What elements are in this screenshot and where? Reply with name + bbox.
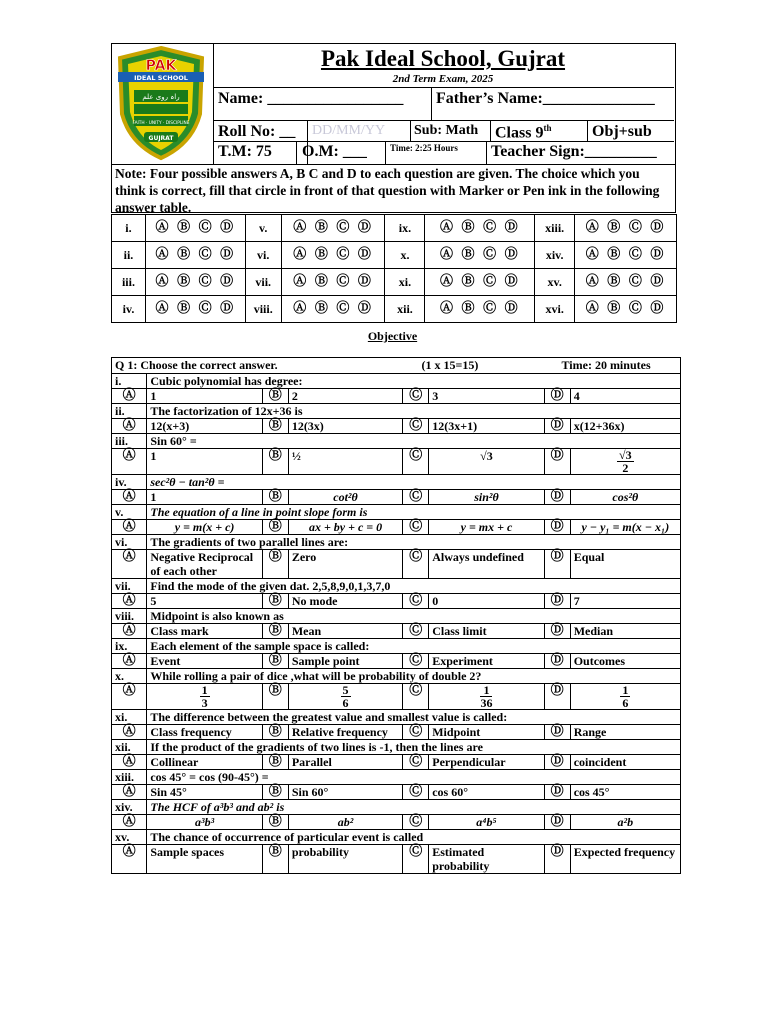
q1-marks: (1 x 15=15) bbox=[421, 358, 479, 372]
option-a-marker[interactable]: Ⓐ bbox=[112, 755, 147, 770]
option-d-text: Equal bbox=[570, 550, 680, 579]
fraction-numerator: 1 bbox=[201, 683, 208, 697]
roll-no-field[interactable]: Roll No: __ bbox=[218, 123, 296, 140]
question-number: ii. bbox=[112, 404, 147, 419]
option-c-text: Perpendicular bbox=[429, 755, 544, 770]
option-c-text: Estimated probability bbox=[429, 845, 544, 874]
answer-bubbles[interactable]: Ⓐ Ⓑ Ⓒ Ⓓ bbox=[575, 242, 677, 269]
question-row bbox=[112, 579, 681, 594]
option-d-text: Range bbox=[570, 725, 680, 740]
answer-bubbles[interactable]: Ⓐ Ⓑ Ⓒ Ⓓ bbox=[281, 296, 385, 323]
question-text: cos 45° = cos (90-45°) = bbox=[147, 770, 681, 785]
option-b-text: Sin 60° bbox=[288, 785, 402, 800]
answer-bubbles[interactable]: Ⓐ Ⓑ Ⓒ Ⓓ bbox=[425, 242, 535, 269]
answer-bubbles[interactable]: Ⓐ Ⓑ Ⓒ Ⓓ bbox=[425, 296, 535, 323]
option-b-text: ax + by + c = 0 bbox=[288, 520, 402, 535]
answer-number: i. bbox=[112, 215, 146, 242]
options-row bbox=[112, 594, 681, 609]
answer-number: iv. bbox=[112, 296, 146, 323]
answer-bubbles[interactable]: Ⓐ Ⓑ Ⓒ Ⓓ bbox=[575, 296, 677, 323]
answer-number: xvi. bbox=[535, 296, 575, 323]
answer-table bbox=[111, 214, 677, 323]
options-row bbox=[112, 755, 681, 770]
fraction bbox=[200, 684, 210, 709]
header-vrule-7 bbox=[385, 141, 386, 164]
question-text: The factorization of 12x+36 is bbox=[147, 404, 681, 419]
option-c-marker[interactable]: Ⓒ bbox=[403, 490, 429, 505]
option-c-text: cos 60° bbox=[429, 785, 544, 800]
option-b-text: Sample point bbox=[288, 654, 402, 669]
question-number: xiv. bbox=[112, 800, 147, 815]
logo-ribbon-text: IDEAL SCHOOL bbox=[134, 74, 188, 82]
question-row bbox=[112, 639, 681, 654]
option-b-marker[interactable]: Ⓑ bbox=[262, 654, 288, 669]
options-row bbox=[112, 419, 681, 434]
option-a-text: 1 bbox=[147, 490, 262, 505]
option-b-text: Mean bbox=[288, 624, 402, 639]
options-row bbox=[112, 624, 681, 639]
question-row bbox=[112, 434, 681, 449]
option-c-text: Class limit bbox=[429, 624, 544, 639]
answer-number: ii. bbox=[112, 242, 146, 269]
fraction-numerator: √3 bbox=[619, 448, 632, 462]
fraction bbox=[480, 684, 492, 709]
question-row bbox=[112, 609, 681, 624]
option-d-marker[interactable]: Ⓓ bbox=[544, 520, 570, 535]
option-b-text: No mode bbox=[288, 594, 402, 609]
answer-number: xv. bbox=[535, 269, 575, 296]
option-d-text: 4 bbox=[570, 389, 680, 404]
option-d-marker[interactable]: Ⓓ bbox=[544, 389, 570, 404]
option-c-marker[interactable]: Ⓒ bbox=[403, 389, 429, 404]
answer-bubbles[interactable]: Ⓐ Ⓑ Ⓒ Ⓓ bbox=[281, 269, 385, 296]
option-a-text: y = m(x + c) bbox=[147, 520, 262, 535]
subject-label: Sub: Math bbox=[414, 123, 479, 138]
header-vrule-5 bbox=[587, 120, 588, 141]
option-b-text: ab² bbox=[288, 815, 402, 830]
question-text: While rolling a pair of dice ,what will be probability of double 2? bbox=[147, 669, 681, 684]
teacher-sign-field[interactable]: Teacher Sign:_________ bbox=[491, 143, 657, 160]
option-a-marker[interactable]: Ⓐ bbox=[112, 725, 147, 740]
option-c-marker[interactable]: Ⓒ bbox=[403, 725, 429, 740]
header-vrule-3 bbox=[410, 120, 411, 141]
fraction-denominator: 6 bbox=[342, 696, 349, 710]
option-c-marker[interactable]: Ⓒ bbox=[403, 785, 429, 800]
option-d-marker[interactable]: Ⓓ bbox=[544, 550, 570, 579]
options-row bbox=[112, 490, 681, 505]
option-c-text: sin²θ bbox=[429, 490, 544, 505]
option-a-text: Class mark bbox=[147, 624, 262, 639]
answer-number: xii. bbox=[385, 296, 425, 323]
question-number: iii. bbox=[112, 434, 147, 449]
option-b-text: ½ bbox=[288, 449, 402, 475]
option-d-text: Expected frequency bbox=[570, 845, 680, 874]
question-row bbox=[112, 740, 681, 755]
question-text: If the product of the gradients of two lines is -1, then the lines are bbox=[147, 740, 681, 755]
header-rule-2 bbox=[213, 120, 674, 121]
option-d-marker[interactable]: Ⓓ bbox=[544, 684, 570, 710]
fraction-denominator: 6 bbox=[622, 696, 629, 710]
options-row bbox=[112, 449, 681, 475]
option-a-marker[interactable]: Ⓐ bbox=[112, 654, 147, 669]
page-title: Pak Ideal School, Gujrat bbox=[320, 46, 566, 71]
question-row bbox=[112, 770, 681, 785]
question-number: iv. bbox=[112, 475, 147, 490]
option-a-text: 1 bbox=[147, 449, 262, 475]
option-d-marker[interactable]: Ⓓ bbox=[544, 785, 570, 800]
option-b-text: Zero bbox=[288, 550, 402, 579]
question-text: Find the mode of the given dat. 2,5,8,9,0,1,3,7,0 bbox=[147, 579, 681, 594]
option-a-text: Sample spaces bbox=[147, 845, 262, 874]
option-b-text: cot²θ bbox=[288, 490, 402, 505]
answer-number: iii. bbox=[112, 269, 146, 296]
option-d-text: Median bbox=[570, 624, 680, 639]
question-number: xiii. bbox=[112, 770, 147, 785]
objective-heading: Objective bbox=[367, 329, 418, 343]
answer-bubbles[interactable]: Ⓐ Ⓑ Ⓒ Ⓓ bbox=[575, 269, 677, 296]
answer-row bbox=[112, 215, 677, 242]
answer-bubbles[interactable]: Ⓐ Ⓑ Ⓒ Ⓓ bbox=[145, 296, 245, 323]
q1-time: Time: 20 minutes bbox=[561, 358, 651, 372]
paper-type-label: Obj+sub bbox=[592, 123, 652, 140]
question-text: Each element of the sample space is called: bbox=[147, 639, 681, 654]
answer-bubbles[interactable]: Ⓐ Ⓑ Ⓒ Ⓓ bbox=[425, 269, 535, 296]
option-c-text: y = mx + c bbox=[429, 520, 544, 535]
option-c-text: Midpoint bbox=[429, 725, 544, 740]
question-text: Cubic polynomial has degree: bbox=[147, 374, 681, 389]
answer-number: xiii. bbox=[535, 215, 575, 242]
option-a-text: Class frequency bbox=[147, 725, 262, 740]
answer-row bbox=[112, 269, 677, 296]
option-d-marker[interactable]: Ⓓ bbox=[544, 594, 570, 609]
total-marks-label: T.M: 75 bbox=[218, 143, 272, 160]
header-vrule-4 bbox=[490, 120, 491, 141]
option-c-marker[interactable]: Ⓒ bbox=[403, 815, 429, 830]
option-b-marker[interactable]: Ⓑ bbox=[262, 389, 288, 404]
option-d-text: coincident bbox=[570, 755, 680, 770]
logo-urdu-text: راہ روی علم bbox=[142, 93, 180, 101]
answer-number: vi. bbox=[245, 242, 281, 269]
logo-top-text: PAK bbox=[145, 58, 177, 74]
option-c-text: 3 bbox=[429, 389, 544, 404]
option-c-marker[interactable]: Ⓒ bbox=[403, 449, 429, 475]
question-number: v. bbox=[112, 505, 147, 520]
options-row bbox=[112, 684, 681, 710]
question-row bbox=[112, 505, 681, 520]
options-row bbox=[112, 550, 681, 579]
option-b-text bbox=[288, 684, 402, 710]
option-b-marker[interactable]: Ⓑ bbox=[262, 725, 288, 740]
header-rule-1 bbox=[213, 87, 674, 88]
option-c-marker[interactable]: Ⓒ bbox=[403, 520, 429, 535]
option-d-marker[interactable]: Ⓓ bbox=[544, 815, 570, 830]
options-row bbox=[112, 654, 681, 669]
option-b-marker[interactable]: Ⓑ bbox=[262, 419, 288, 434]
options-row bbox=[112, 389, 681, 404]
option-c-marker[interactable]: Ⓒ bbox=[403, 594, 429, 609]
answer-bubbles[interactable]: Ⓐ Ⓑ Ⓒ Ⓓ bbox=[145, 242, 245, 269]
option-a-text: 1 bbox=[147, 389, 262, 404]
obtained-marks-field[interactable]: O.M: ___ bbox=[302, 143, 367, 160]
question-number: xv. bbox=[112, 830, 147, 845]
option-d-marker[interactable]: Ⓓ bbox=[544, 845, 570, 874]
question-row bbox=[112, 535, 681, 550]
option-a-text: 5 bbox=[147, 594, 262, 609]
answer-number: viii. bbox=[245, 296, 281, 323]
question-text: sec²θ − tan²θ = bbox=[147, 475, 681, 490]
answer-bubbles[interactable]: Ⓐ Ⓑ Ⓒ Ⓓ bbox=[145, 269, 245, 296]
option-c-marker[interactable]: Ⓒ bbox=[403, 550, 429, 579]
question-row bbox=[112, 669, 681, 684]
option-c-marker[interactable]: Ⓒ bbox=[403, 684, 429, 710]
option-d-text: x(12+36x) bbox=[570, 419, 680, 434]
option-d-text: Outcomes bbox=[570, 654, 680, 669]
header-vrule-1 bbox=[431, 87, 432, 120]
question-row bbox=[112, 710, 681, 725]
option-b-marker[interactable]: Ⓑ bbox=[262, 449, 288, 475]
option-a-marker[interactable]: Ⓐ bbox=[112, 449, 147, 475]
option-a-marker[interactable]: Ⓐ bbox=[112, 845, 147, 874]
fraction-denominator: 2 bbox=[622, 461, 629, 475]
answer-number: ix. bbox=[385, 215, 425, 242]
question-text: Sin 60° = bbox=[147, 434, 681, 449]
option-c-marker[interactable]: Ⓒ bbox=[403, 755, 429, 770]
options-row bbox=[112, 725, 681, 740]
fraction-numerator: 1 bbox=[480, 684, 492, 697]
option-b-text: 12(3x) bbox=[288, 419, 402, 434]
option-a-marker[interactable]: Ⓐ bbox=[112, 624, 147, 639]
option-a-marker[interactable]: Ⓐ bbox=[112, 490, 147, 505]
answer-row bbox=[112, 242, 677, 269]
option-a-marker[interactable]: Ⓐ bbox=[112, 594, 147, 609]
option-c-text: 0 bbox=[429, 594, 544, 609]
option-d-marker[interactable]: Ⓓ bbox=[544, 449, 570, 475]
fraction-numerator: 1 bbox=[622, 683, 629, 697]
option-a-text: Negative Reciprocal of each other bbox=[147, 550, 262, 579]
option-c-text bbox=[429, 684, 544, 710]
fraction-denominator: 3 bbox=[201, 696, 208, 710]
option-d-marker[interactable]: Ⓓ bbox=[544, 755, 570, 770]
option-a-marker[interactable]: Ⓐ bbox=[112, 419, 147, 434]
logo-city-text: GUJRAT bbox=[148, 135, 174, 142]
option-b-marker[interactable]: Ⓑ bbox=[262, 845, 288, 874]
option-a-text bbox=[147, 684, 262, 710]
fraction bbox=[617, 449, 634, 474]
option-a-marker[interactable]: Ⓐ bbox=[112, 815, 147, 830]
answer-number: xiv. bbox=[535, 242, 575, 269]
options-row bbox=[112, 785, 681, 800]
option-c-text: Always undefined bbox=[429, 550, 544, 579]
question-row bbox=[112, 404, 681, 419]
option-b-marker[interactable]: Ⓑ bbox=[262, 490, 288, 505]
question-number: ix. bbox=[112, 639, 147, 654]
option-c-text: Experiment bbox=[429, 654, 544, 669]
instructions-note: Note: Four possible answers A, B C and D to each question are given. The choice which you think is correct, fill that circle in front of that question with Marker or Pen ink in the following answer table. bbox=[111, 164, 676, 213]
option-d-text bbox=[570, 684, 680, 710]
fraction bbox=[341, 684, 351, 709]
option-b-text: Parallel bbox=[288, 755, 402, 770]
q1-title: Q 1: Choose the correct answer. bbox=[115, 358, 278, 372]
answer-bubbles[interactable]: Ⓐ Ⓑ Ⓒ Ⓓ bbox=[575, 215, 677, 242]
option-a-text: Event bbox=[147, 654, 262, 669]
answer-number: xi. bbox=[385, 269, 425, 296]
header-vrule-6 bbox=[296, 141, 297, 164]
option-c-marker[interactable]: Ⓒ bbox=[403, 624, 429, 639]
question-row bbox=[112, 830, 681, 845]
option-a-text: a³b³ bbox=[147, 815, 262, 830]
answer-bubbles[interactable]: Ⓐ Ⓑ Ⓒ Ⓓ bbox=[145, 215, 245, 242]
option-d-marker[interactable]: Ⓓ bbox=[544, 654, 570, 669]
questions-table bbox=[111, 357, 681, 874]
question-number: viii. bbox=[112, 609, 147, 624]
option-c-text: 12(3x+1) bbox=[429, 419, 544, 434]
option-a-text: Sin 45° bbox=[147, 785, 262, 800]
option-d-marker[interactable]: Ⓓ bbox=[544, 419, 570, 434]
option-c-marker[interactable]: Ⓒ bbox=[403, 845, 429, 874]
question-row bbox=[112, 800, 681, 815]
options-row bbox=[112, 815, 681, 830]
option-d-text: a²b bbox=[570, 815, 680, 830]
option-a-marker[interactable]: Ⓐ bbox=[112, 389, 147, 404]
date-field[interactable]: DD/MM/YY bbox=[312, 123, 386, 138]
option-b-marker[interactable]: Ⓑ bbox=[262, 624, 288, 639]
option-d-marker[interactable]: Ⓓ bbox=[544, 725, 570, 740]
question-number: vi. bbox=[112, 535, 147, 550]
question-text: The difference between the greatest value and smallest value is called: bbox=[147, 710, 681, 725]
answer-bubbles[interactable]: Ⓐ Ⓑ Ⓒ Ⓓ bbox=[281, 215, 385, 242]
question-number: i. bbox=[112, 374, 147, 389]
answer-bubbles[interactable]: Ⓐ Ⓑ Ⓒ Ⓓ bbox=[425, 215, 535, 242]
logo-motto-text: FAITH · UNITY · DISCIPLINE bbox=[132, 121, 190, 126]
option-d-marker[interactable]: Ⓓ bbox=[544, 490, 570, 505]
question-row bbox=[112, 374, 681, 389]
option-c-marker[interactable]: Ⓒ bbox=[403, 419, 429, 434]
option-c-text: √3 bbox=[429, 449, 544, 475]
option-b-marker[interactable]: Ⓑ bbox=[262, 520, 288, 535]
option-a-text: Collinear bbox=[147, 755, 262, 770]
header-rule-3 bbox=[213, 141, 674, 142]
option-b-marker[interactable]: Ⓑ bbox=[262, 815, 288, 830]
option-a-marker[interactable]: Ⓐ bbox=[112, 785, 147, 800]
option-a-marker[interactable]: Ⓐ bbox=[112, 684, 147, 710]
option-b-marker[interactable]: Ⓑ bbox=[262, 755, 288, 770]
answer-bubbles[interactable]: Ⓐ Ⓑ Ⓒ Ⓓ bbox=[281, 242, 385, 269]
time-label: Time: 2:25 Hours bbox=[390, 143, 458, 153]
answer-number: v. bbox=[245, 215, 281, 242]
option-b-text: 2 bbox=[288, 389, 402, 404]
option-d-text bbox=[570, 449, 680, 475]
option-c-marker[interactable]: Ⓒ bbox=[403, 654, 429, 669]
option-c-text: a⁴b⁵ bbox=[429, 815, 544, 830]
question-number: xii. bbox=[112, 740, 147, 755]
answer-row bbox=[112, 296, 677, 323]
option-b-text: probability bbox=[288, 845, 402, 874]
option-d-text: cos 45° bbox=[570, 785, 680, 800]
option-a-text: 12(x+3) bbox=[147, 419, 262, 434]
question-text: The HCF of a³b³ and ab² is bbox=[147, 800, 681, 815]
question-text: The gradients of two parallel lines are: bbox=[147, 535, 681, 550]
option-d-text: cos²θ bbox=[570, 490, 680, 505]
question-row bbox=[112, 475, 681, 490]
answer-number: x. bbox=[385, 242, 425, 269]
option-a-marker[interactable]: Ⓐ bbox=[112, 550, 147, 579]
fraction-numerator: 5 bbox=[342, 683, 349, 697]
father-name-field[interactable]: Father’s Name:______________ bbox=[436, 90, 655, 107]
option-a-marker[interactable]: Ⓐ bbox=[112, 520, 147, 535]
option-b-marker[interactable]: Ⓑ bbox=[262, 684, 288, 710]
option-d-marker[interactable]: Ⓓ bbox=[544, 624, 570, 639]
question-text: The equation of a line in point slope form is bbox=[147, 505, 681, 520]
exam-subtitle: 2nd Term Exam, 2025 bbox=[392, 73, 494, 85]
options-row bbox=[112, 845, 681, 874]
answer-number: vii. bbox=[245, 269, 281, 296]
option-b-marker[interactable]: Ⓑ bbox=[262, 550, 288, 579]
question-number: vii. bbox=[112, 579, 147, 594]
question-number: x. bbox=[112, 669, 147, 684]
q1-header-row bbox=[112, 358, 681, 374]
option-b-marker[interactable]: Ⓑ bbox=[262, 594, 288, 609]
question-text: The chance of occurrence of particular event is called bbox=[147, 830, 681, 845]
option-d-text: 7 bbox=[570, 594, 680, 609]
question-number: xi. bbox=[112, 710, 147, 725]
option-b-text: Relative frequency bbox=[288, 725, 402, 740]
fraction bbox=[620, 684, 630, 709]
question-text: Midpoint is also known as bbox=[147, 609, 681, 624]
name-field[interactable]: Name: _________________ bbox=[218, 90, 404, 107]
options-row bbox=[112, 520, 681, 535]
header-vrule-8 bbox=[486, 141, 487, 164]
option-b-marker[interactable]: Ⓑ bbox=[262, 785, 288, 800]
class-label: Class 9th bbox=[495, 123, 552, 142]
fraction-denominator: 36 bbox=[480, 696, 493, 710]
option-d-text: y − y₁ = m(x − x₁) bbox=[570, 520, 680, 535]
